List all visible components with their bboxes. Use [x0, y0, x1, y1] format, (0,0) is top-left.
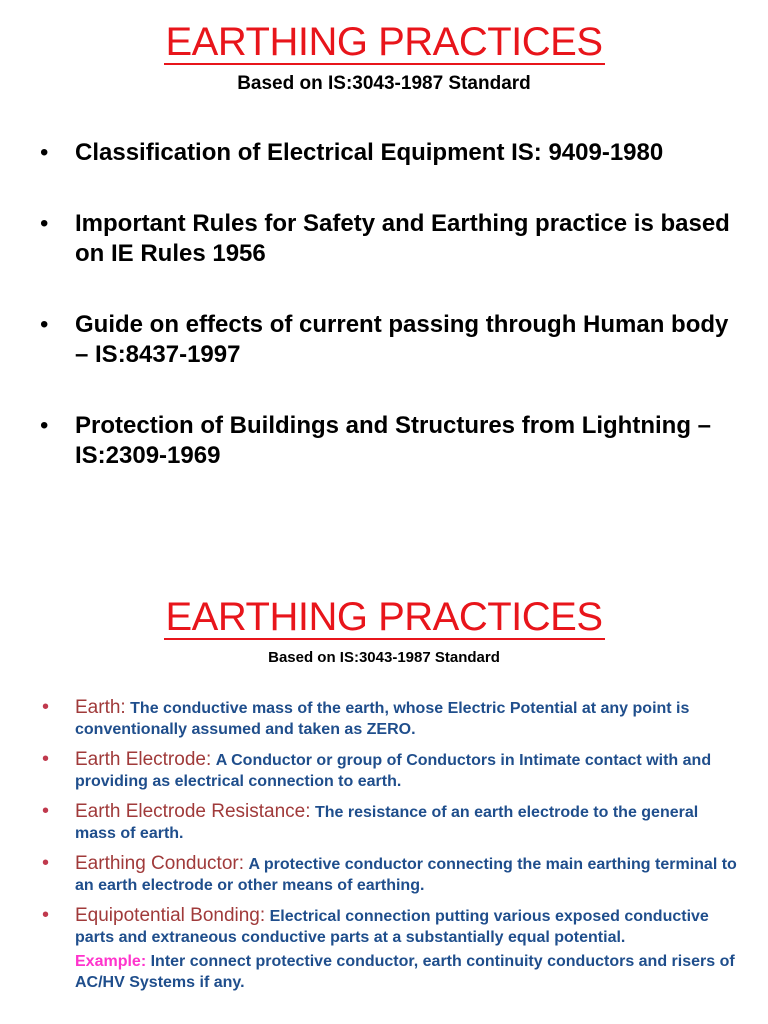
definition-term: Earth:	[75, 697, 126, 718]
definition-term: Equipotential Bonding:	[75, 905, 266, 926]
list-item: • Protection of Buildings and Structures from Lightning – IS:2309-1969	[40, 412, 711, 469]
slide-1-title: EARTHING PRACTICES	[165, 20, 603, 64]
definition-text: A protective conductor connecting the main earthing terminal to an earth electrode or other means of earthing.	[75, 856, 737, 894]
slide-2-title: EARTHING PRACTICES	[165, 595, 603, 639]
example-label: Example:	[75, 953, 147, 970]
slide-1-subtitle: Based on IS:3043-1987 Standard	[237, 73, 531, 94]
bullet-icon: •	[40, 210, 49, 237]
definition-list	[42, 697, 742, 1002]
bullet-icon: •	[42, 696, 50, 718]
definition-text: The resistance of an earth electrode to the general mass of earth.	[75, 804, 699, 842]
definition-item-earth	[42, 697, 742, 740]
list-item: • Important Rules for Safety and Earthing practice is based on IE Rules 1956	[40, 210, 730, 267]
definition-term: Earth Electrode:	[75, 749, 212, 770]
definition-item-earth-electrode-resistance	[42, 801, 742, 844]
definition-term: Earthing Conductor:	[75, 853, 244, 874]
list-item: • Guide on effects of current passing through Human body – IS:8437-1997	[40, 311, 729, 368]
definition-text: Electrical connection putting various exposed conductive parts and extraneous conductive parts at a substantially equal potential.	[75, 908, 709, 946]
list-item: • Classification of Electrical Equipment IS: 9409-1980	[40, 139, 664, 166]
definition-item-equipotential-bonding	[42, 905, 742, 993]
bullet-icon: •	[42, 852, 50, 874]
example-text: Inter connect protective conductor, earth continuity conductors and risers of AC/HV Systems if any.	[75, 953, 735, 991]
definition-term: Earth Electrode Resistance:	[75, 801, 311, 822]
slide-1-bullet-list	[40, 138, 740, 512]
definition-text: The conductive mass of the earth, whose Electric Potential at any point is conventionally assumed and taken as ZERO.	[75, 700, 690, 738]
slide-2-subtitle: Based on IS:3043-1987 Standard	[268, 649, 500, 666]
bullet-icon: •	[42, 748, 50, 770]
example-note	[75, 951, 742, 993]
definition-item-earth-electrode	[42, 749, 742, 792]
bullet-icon: •	[42, 800, 50, 822]
definition-item-earthing-conductor	[42, 853, 742, 896]
bullet-icon: •	[42, 904, 50, 926]
definition-text: A Conductor or group of Conductors in Intimate contact with and providing as electrical connection to earth.	[75, 752, 712, 790]
slide-2	[0, 583, 768, 1024]
bullet-icon: •	[40, 311, 49, 338]
bullet-icon: •	[40, 139, 49, 166]
bullet-icon: •	[40, 412, 49, 439]
